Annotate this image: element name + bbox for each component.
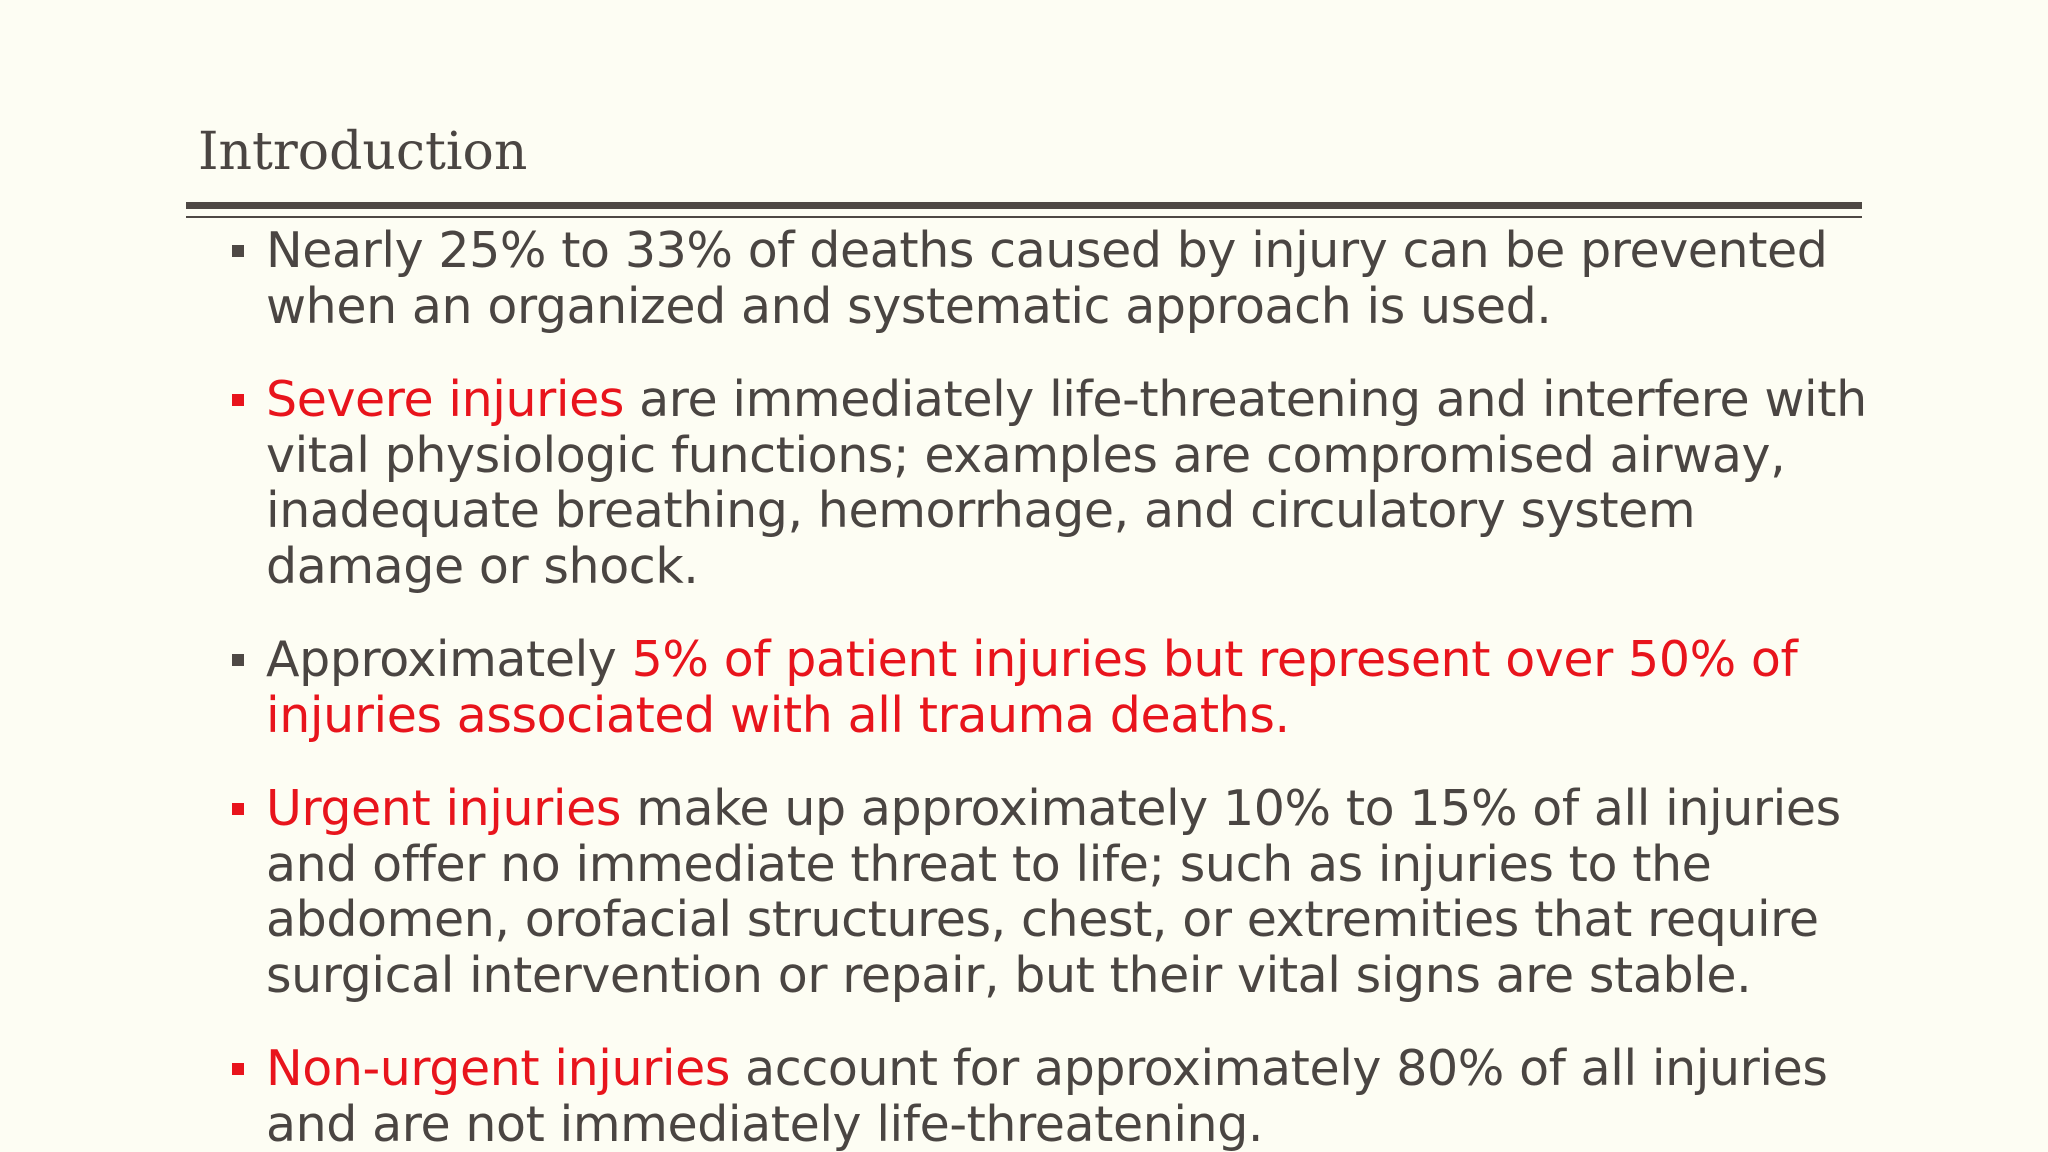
bullet-text: account for approximately 80% of all injuries and are not immediately life-threatening. [266,1040,1828,1152]
bullet-list [228,223,1868,1152]
square-bullet-icon [232,803,244,815]
bullet-text: are immediately life-threatening and interfere with vital physiologic functions; examples are compromised airway, inadequate breathing, hemorrhage, and circulatory system damage or shock. [266,371,1867,595]
square-bullet-icon [232,394,244,406]
bullet-item [228,1041,1868,1152]
bullet-text: Nearly 25% to 33% of deaths caused by injury can be prevented when an organized and systematic approach is used. [266,222,1828,335]
bullet-item [228,223,1868,334]
title-rule-thin [186,216,1862,218]
bullet-text: make up approximately 10% to 15% of all injuries and offer no immediate threat to life; such as injuries to the abdomen, orofacial structures, chest, or extremities that require surgical intervention or repair, but their vital signs are stable. [266,780,1841,1004]
bullet-highlight: Non-urgent injuries [266,1040,730,1097]
bullet-item [228,372,1868,594]
bullet-highlight: 5% of patient injuries but represent over 50% of injuries associated with all trauma deaths. [266,631,1798,744]
slide-title: Introduction [198,122,528,182]
bullet-prefix: Approximately [266,631,632,688]
bullet-item [228,781,1868,1003]
bullet-item [228,632,1868,743]
square-bullet-icon [232,1063,244,1075]
square-bullet-icon [232,654,244,666]
title-rule-thick [186,202,1862,209]
bullet-highlight: Urgent injuries [266,780,622,837]
bullet-highlight: Severe injuries [266,371,624,428]
square-bullet-icon [232,245,244,257]
